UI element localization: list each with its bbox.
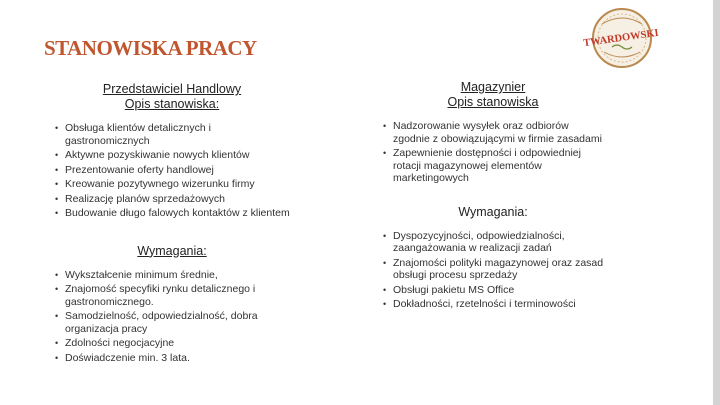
warehouse-worker-column bbox=[382, 80, 604, 313]
list-item: • Realizację planów sprzedażowych bbox=[54, 193, 290, 206]
list-item: • Prezentowanie oferty handlowej bbox=[54, 164, 290, 177]
sales-requirements-list bbox=[54, 269, 290, 365]
list-item: • Nadzorowanie wysyłek oraz odbiorów zgodnie z obowiązującymi w firmie zasadami bbox=[382, 120, 604, 145]
sales-representative-heading: Przedstawiciel Handlowy bbox=[102, 82, 242, 96]
sales-representative-column bbox=[54, 82, 290, 366]
list-item: • Budowanie długo falowych kontaktów z klientem bbox=[54, 207, 290, 220]
warehouse-worker-heading: Magazynier bbox=[460, 80, 526, 94]
warehouse-job-description-heading: Opis stanowiska bbox=[447, 95, 539, 109]
list-item: • Kreowanie pozytywnego wizerunku firmy bbox=[54, 178, 290, 191]
list-item: • Dokładności, rzetelności i terminowości bbox=[382, 298, 604, 311]
list-item: • Obsługa klientów detalicznych i gastronomicznych bbox=[54, 122, 290, 147]
list-item: • Aktywne pozyskiwanie nowych klientów bbox=[54, 149, 290, 162]
list-item: • Znajomości polityki magazynowej oraz zasad obsługi procesu sprzedaży bbox=[382, 257, 604, 282]
list-item: • Wykształcenie minimum średnie, bbox=[54, 269, 290, 282]
slide-side-bar bbox=[713, 0, 720, 405]
list-item: • Zapewnienie dostępności i odpowiedniej rotacji magazynowej elementów marketingowych bbox=[382, 147, 604, 185]
warehouse-requirements-list bbox=[382, 230, 604, 311]
warehouse-requirements-heading: Wymagania: bbox=[458, 204, 528, 219]
logo-wordmark: TWARDOWSKI bbox=[582, 27, 660, 50]
warehouse-duties-list bbox=[382, 120, 604, 185]
slide-title: STANOWISKA PRACY bbox=[44, 36, 257, 60]
list-item: • Samodzielność, odpowiedzialność, dobra organizacja pracy bbox=[54, 310, 290, 335]
sales-duties-list bbox=[54, 122, 290, 220]
list-item: • Obsługi pakietu MS Office bbox=[382, 284, 604, 297]
sales-requirements-heading: Wymagania: bbox=[137, 243, 207, 258]
list-item: • Dyspozycyjności, odpowiedzialności, zaangażowania w realizacji zadań bbox=[382, 230, 604, 255]
sales-job-description-heading: Opis stanowiska: bbox=[124, 97, 220, 111]
list-item: • Znajomość specyfiki rynku detalicznego i gastronomicznego. bbox=[54, 283, 290, 308]
list-item: • Doświadczenie min. 3 lata. bbox=[54, 352, 290, 365]
list-item: • Zdolności negocjacyjne bbox=[54, 337, 290, 350]
company-logo bbox=[582, 4, 660, 68]
